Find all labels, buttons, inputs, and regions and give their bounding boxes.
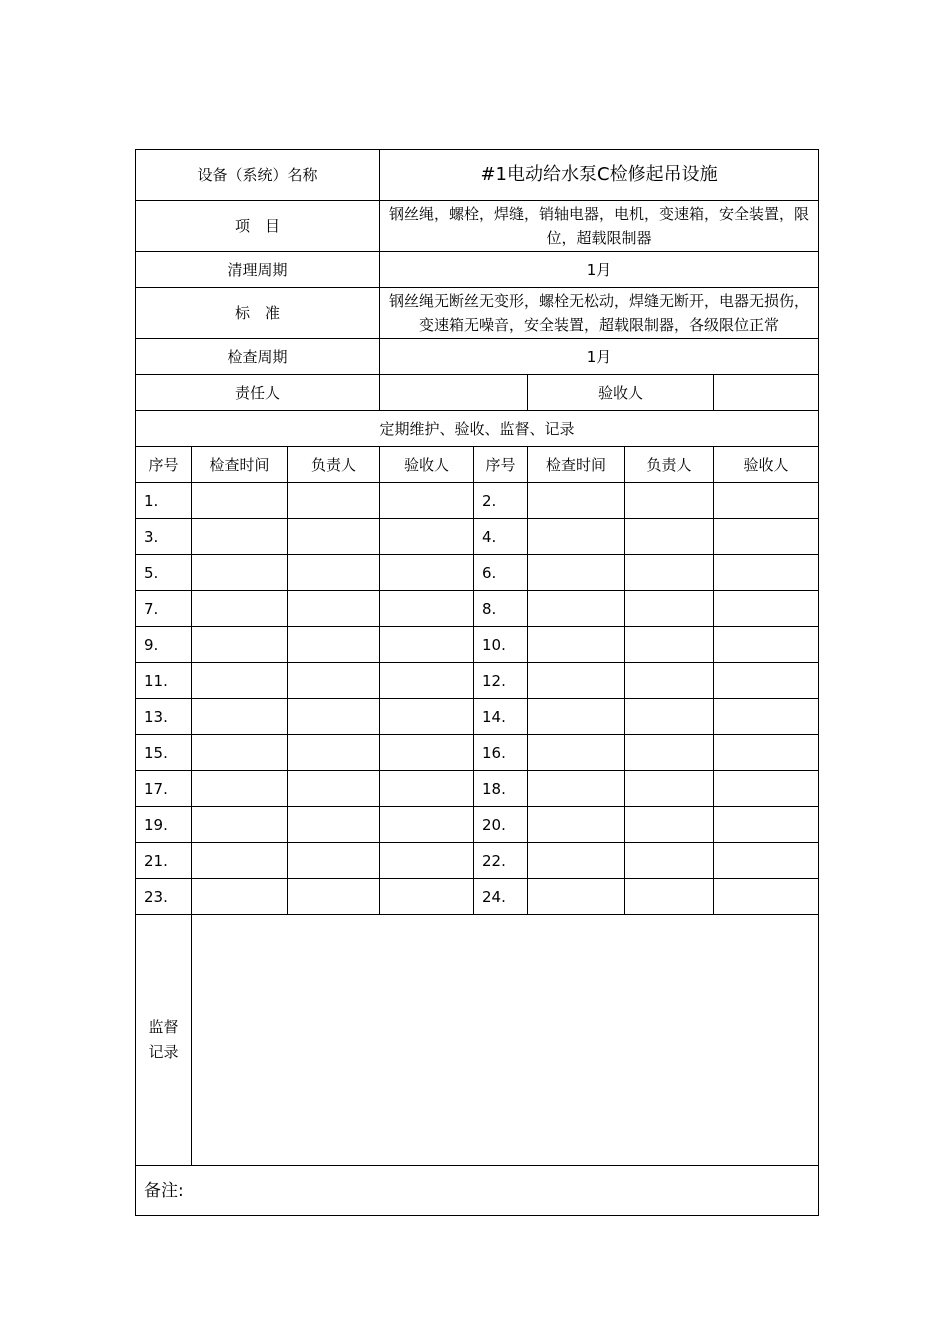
header-responsible: 负责人 bbox=[625, 447, 714, 483]
notes-label: 备注: bbox=[144, 1180, 184, 1201]
table-row bbox=[136, 591, 819, 627]
table-row bbox=[136, 735, 819, 771]
check-time-cell[interactable] bbox=[192, 807, 288, 843]
check-time-cell[interactable] bbox=[192, 735, 288, 771]
header-acceptor: 验收人 bbox=[714, 447, 819, 483]
seq-cell: 10. bbox=[474, 627, 528, 663]
header-check-time: 检查时间 bbox=[192, 447, 288, 483]
table-row bbox=[136, 843, 819, 879]
item-label: 项 目 bbox=[136, 201, 380, 252]
responsible-cell[interactable] bbox=[288, 519, 380, 555]
responsible-cell[interactable] bbox=[288, 843, 380, 879]
seq-cell: 1. bbox=[136, 483, 192, 519]
responsible-cell[interactable] bbox=[288, 699, 380, 735]
responsible-cell[interactable] bbox=[288, 735, 380, 771]
check-time-cell[interactable] bbox=[192, 879, 288, 915]
seq-cell: 11. bbox=[136, 663, 192, 699]
seq-cell: 22. bbox=[474, 843, 528, 879]
equipment-label: 设备（系统）名称 bbox=[136, 150, 380, 201]
responsible-field[interactable] bbox=[380, 375, 528, 411]
acceptor-cell[interactable] bbox=[380, 663, 474, 699]
clean-cycle-value: 1月 bbox=[380, 252, 819, 288]
acceptor-cell[interactable] bbox=[380, 483, 474, 519]
acceptor-cell[interactable] bbox=[380, 555, 474, 591]
responsible-cell[interactable] bbox=[625, 483, 714, 519]
acceptor-cell[interactable] bbox=[714, 843, 819, 879]
responsible-cell[interactable] bbox=[288, 555, 380, 591]
responsible-cell[interactable] bbox=[625, 627, 714, 663]
check-time-cell[interactable] bbox=[528, 483, 625, 519]
header-check-time: 检查时间 bbox=[528, 447, 625, 483]
responsible-cell[interactable] bbox=[625, 735, 714, 771]
seq-cell: 7. bbox=[136, 591, 192, 627]
check-time-cell[interactable] bbox=[528, 807, 625, 843]
supervision-label-line2: 记录 bbox=[148, 1043, 179, 1061]
acceptor-field[interactable] bbox=[714, 375, 819, 411]
check-time-cell[interactable] bbox=[528, 519, 625, 555]
responsible-cell[interactable] bbox=[625, 519, 714, 555]
acceptor-cell[interactable] bbox=[380, 807, 474, 843]
seq-cell: 4. bbox=[474, 519, 528, 555]
acceptor-cell[interactable] bbox=[380, 591, 474, 627]
table-row bbox=[136, 555, 819, 591]
supervision-label-line1: 监督 bbox=[148, 1018, 179, 1036]
acceptor-cell[interactable] bbox=[380, 519, 474, 555]
check-time-cell[interactable] bbox=[192, 663, 288, 699]
acceptor-cell[interactable] bbox=[714, 663, 819, 699]
seq-cell: 13. bbox=[136, 699, 192, 735]
responsible-cell[interactable] bbox=[625, 699, 714, 735]
check-time-cell[interactable] bbox=[528, 555, 625, 591]
check-time-cell[interactable] bbox=[192, 627, 288, 663]
acceptor-label: 验收人 bbox=[528, 375, 714, 411]
seq-cell: 5. bbox=[136, 555, 192, 591]
check-time-cell[interactable] bbox=[528, 627, 625, 663]
acceptor-cell[interactable] bbox=[714, 519, 819, 555]
responsible-cell[interactable] bbox=[625, 771, 714, 807]
seq-cell: 19. bbox=[136, 807, 192, 843]
responsible-cell[interactable] bbox=[288, 591, 380, 627]
seq-cell: 3. bbox=[136, 519, 192, 555]
responsible-cell[interactable] bbox=[288, 483, 380, 519]
responsible-cell[interactable] bbox=[625, 879, 714, 915]
acceptor-cell[interactable] bbox=[714, 771, 819, 807]
seq-cell: 17. bbox=[136, 771, 192, 807]
seq-cell: 18. bbox=[474, 771, 528, 807]
responsible-cell[interactable] bbox=[288, 879, 380, 915]
supervision-label bbox=[136, 915, 192, 1166]
acceptor-cell[interactable] bbox=[380, 843, 474, 879]
table-row bbox=[136, 483, 819, 519]
check-cycle-label: 检查周期 bbox=[136, 339, 380, 375]
seq-cell: 21. bbox=[136, 843, 192, 879]
header-acceptor: 验收人 bbox=[380, 447, 474, 483]
seq-cell: 24. bbox=[474, 879, 528, 915]
section-title: 定期维护、验收、监督、记录 bbox=[136, 411, 819, 447]
notes-field[interactable] bbox=[136, 1166, 819, 1216]
seq-cell: 16. bbox=[474, 735, 528, 771]
acceptor-cell[interactable] bbox=[380, 699, 474, 735]
header-seq: 序号 bbox=[474, 447, 528, 483]
responsible-cell[interactable] bbox=[625, 555, 714, 591]
responsible-cell[interactable] bbox=[288, 627, 380, 663]
check-time-cell[interactable] bbox=[528, 591, 625, 627]
acceptor-cell[interactable] bbox=[380, 735, 474, 771]
seq-cell: 14. bbox=[474, 699, 528, 735]
header-seq: 序号 bbox=[136, 447, 192, 483]
acceptor-cell[interactable] bbox=[714, 735, 819, 771]
check-time-cell[interactable] bbox=[528, 735, 625, 771]
log-header-row bbox=[136, 447, 819, 483]
check-time-cell[interactable] bbox=[192, 843, 288, 879]
acceptor-cell[interactable] bbox=[714, 555, 819, 591]
check-time-cell[interactable] bbox=[192, 483, 288, 519]
standard-value: 钢丝绳无断丝无变形，螺栓无松动，焊缝无断开，电器无损伤，变速箱无噪音，安全装置，超载限制器，各级限位正常 bbox=[380, 288, 819, 339]
clean-cycle-label: 清理周期 bbox=[136, 252, 380, 288]
seq-cell: 12. bbox=[474, 663, 528, 699]
check-cycle-value: 1月 bbox=[380, 339, 819, 375]
table-row bbox=[136, 663, 819, 699]
table-row bbox=[136, 699, 819, 735]
check-time-cell[interactable] bbox=[192, 699, 288, 735]
acceptor-cell[interactable] bbox=[380, 879, 474, 915]
responsible-cell[interactable] bbox=[625, 807, 714, 843]
acceptor-cell[interactable] bbox=[714, 591, 819, 627]
equipment-value: #1电动给水泵C检修起吊设施 bbox=[380, 150, 819, 201]
check-time-cell[interactable] bbox=[528, 843, 625, 879]
check-time-cell[interactable] bbox=[192, 519, 288, 555]
maintenance-record-form bbox=[135, 149, 818, 1216]
header-responsible: 负责人 bbox=[288, 447, 380, 483]
table-row bbox=[136, 807, 819, 843]
check-time-cell[interactable] bbox=[192, 771, 288, 807]
acceptor-cell[interactable] bbox=[714, 483, 819, 519]
check-time-cell[interactable] bbox=[528, 771, 625, 807]
supervision-content-field[interactable] bbox=[192, 915, 819, 1166]
responsible-cell[interactable] bbox=[625, 843, 714, 879]
acceptor-cell[interactable] bbox=[380, 771, 474, 807]
check-time-cell[interactable] bbox=[528, 699, 625, 735]
responsible-label: 责任人 bbox=[136, 375, 380, 411]
responsible-cell[interactable] bbox=[625, 591, 714, 627]
check-time-cell[interactable] bbox=[192, 591, 288, 627]
standard-label: 标 准 bbox=[136, 288, 380, 339]
check-time-cell[interactable] bbox=[528, 879, 625, 915]
table-row bbox=[136, 879, 819, 915]
check-time-cell[interactable] bbox=[192, 555, 288, 591]
seq-cell: 8. bbox=[474, 591, 528, 627]
acceptor-cell[interactable] bbox=[714, 627, 819, 663]
seq-cell: 23. bbox=[136, 879, 192, 915]
seq-cell: 6. bbox=[474, 555, 528, 591]
responsible-cell[interactable] bbox=[288, 663, 380, 699]
check-time-cell[interactable] bbox=[528, 663, 625, 699]
table-row bbox=[136, 627, 819, 663]
seq-cell: 20. bbox=[474, 807, 528, 843]
item-value: 钢丝绳，螺栓，焊缝，销轴电器，电机，变速箱，安全装置，限位，超载限制器 bbox=[380, 201, 819, 252]
acceptor-cell[interactable] bbox=[380, 627, 474, 663]
seq-cell: 9. bbox=[136, 627, 192, 663]
table-row bbox=[136, 519, 819, 555]
seq-cell: 2. bbox=[474, 483, 528, 519]
responsible-cell[interactable] bbox=[288, 771, 380, 807]
acceptor-cell[interactable] bbox=[714, 807, 819, 843]
acceptor-cell[interactable] bbox=[714, 699, 819, 735]
seq-cell: 15. bbox=[136, 735, 192, 771]
responsible-cell[interactable] bbox=[625, 663, 714, 699]
form-table bbox=[135, 149, 819, 1216]
responsible-cell[interactable] bbox=[288, 807, 380, 843]
acceptor-cell[interactable] bbox=[714, 879, 819, 915]
table-row bbox=[136, 771, 819, 807]
